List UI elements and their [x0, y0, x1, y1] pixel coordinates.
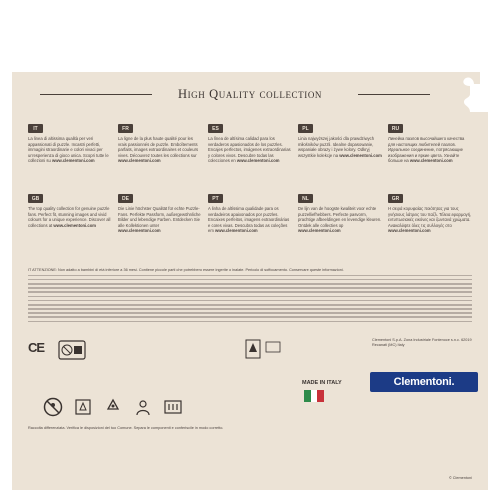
legal-text-line [28, 287, 472, 289]
language-block-de [118, 194, 202, 258]
language-description [118, 136, 202, 164]
legal-text-line [28, 279, 472, 281]
language-description [28, 136, 112, 164]
eac-mark-icon [162, 396, 184, 418]
manufacturer-address: Clementoni S.p.A. Zona Industriale Fontenoce s.n.c. 62019 Recanati (MC) Italy [372, 338, 472, 347]
recycle-paper-icon [72, 396, 94, 418]
website-link[interactable]: www.clementoni.com [118, 158, 161, 164]
description-text: De lijn van de hoogste kwaliteit voor echte puzzelliefhebbers. Perfecte pasvorm, prachtige afbeeldingen en levendige kleuren. Ontdek alle collecties op [298, 206, 382, 228]
ce-mark: CE [28, 340, 45, 355]
language-description [208, 136, 292, 164]
recycling-instructions: Raccolta differenziata. Verifica le disposizioni del tuo Comune. Separa le componenti e conferiscile in modo corretto. [28, 426, 224, 430]
language-block-pt [208, 194, 292, 258]
description-text: La línea de altísima calidad para los verdaderos apasionados de los puzzles. Encajes perfectos, imágenes extraordinarias y colores vivos. Descubre todas las colecciones en [208, 136, 291, 164]
website-link[interactable]: www.clementoni.com [214, 228, 258, 234]
description-text: Die Linie höchster Qualität für echte Puzzle-Fans. Perfekte Passform, außergewöhnliche Bilder und lebendige Farben. Entdecken Sie alle Kollektionen unter [118, 206, 201, 228]
description-text: La ligne de la plus haute qualité pour les vrais passionnés de puzzle. Emboîtements parfaits, images extraordinaires et couleurs vives. Découvrez toutes les collections sur [118, 136, 199, 158]
title-bar [12, 72, 488, 116]
language-block-fr [118, 124, 202, 186]
legal-text-line [28, 308, 472, 310]
title-rule-left [40, 94, 152, 95]
legal-text-line [28, 275, 472, 277]
description-text: The top quality collection for genuine puzzle fans. Perfect fit, stunning images and vivid colours for a unique experience. Discover all collections at [28, 206, 111, 228]
made-in-italy-label: MADE IN ITALY [302, 380, 342, 386]
language-block-pl [298, 124, 382, 186]
language-row-1 [28, 124, 472, 186]
language-code-badge: DE [118, 194, 133, 203]
certification-icons [42, 394, 184, 420]
language-code-badge: RU [388, 124, 403, 133]
language-block-gr [388, 194, 472, 258]
language-description [298, 136, 382, 158]
no-small-children-icon [42, 396, 64, 418]
website-link[interactable]: www.clementoni.com [51, 158, 95, 164]
language-block-nl [298, 194, 382, 258]
legal-text-line [28, 321, 472, 323]
language-block-gb [28, 194, 112, 258]
website-link[interactable]: www.clementoni.com [298, 228, 341, 234]
collection-title: High Quality collection [177, 86, 323, 101]
italy-flag-icon [304, 390, 324, 402]
flag-white-stripe [311, 390, 318, 402]
logo-text: Clementoni. [393, 376, 455, 388]
language-code-badge: FR [118, 124, 133, 133]
triman-icon [132, 396, 154, 418]
language-code-badge: GB [28, 194, 43, 203]
language-block-ru [388, 124, 472, 186]
copyright-text: © Clementoni [448, 476, 472, 480]
language-description [388, 206, 472, 234]
puzzle-box-back [12, 72, 488, 490]
clementoni-logo [370, 372, 478, 392]
legal-text-line [28, 304, 472, 306]
language-description [388, 136, 472, 164]
title-rule-right [358, 94, 430, 95]
description-text: La linea di altissima qualità per veri appassionati di puzzle. Incastri perfetti, immagini straordinarie e colori vivaci per un'esperienza di gioco unica. Scopri tutte le collezioni su [28, 136, 109, 164]
legal-text-line [28, 296, 472, 298]
website-link[interactable]: www.clementoni.com [388, 228, 431, 234]
mobius-recycle-icon [102, 396, 124, 418]
language-code-badge: NL [298, 194, 313, 203]
website-link[interactable]: www.clementoni.com [53, 222, 97, 228]
language-code-badge: PL [298, 124, 313, 133]
description-text: Linia najwyższej jakości dla prawdziwych miłośników puzzli. Idealne dopasowanie, wspaniałe obrazy i żywe kolory. Odkryj wszystkie kolekcje na [298, 136, 375, 158]
fsc-icon [244, 338, 284, 366]
legal-warning-text: IT ATTENZIONE: Non adatto a bambini di età inferiore a 36 mesi. Contiene piccole parti che potrebbero essere ingerite o inalate. Pericolo di soffocamento. Conservare queste informazioni. [28, 268, 344, 272]
language-code-badge: ES [208, 124, 223, 133]
legal-warnings [28, 268, 472, 325]
legal-text-line [28, 316, 472, 318]
description-text: A linha de altíssima qualidade para os verdadeiros apaixonados por puzzles. Encaixes perfeitos, imagens extraordinárias e cores vivas. Descubra todas as coleções em [208, 206, 290, 234]
language-description [118, 206, 202, 234]
description-text: Линейка пазлов высочайшего качества для настоящих любителей пазлов. Идеальное соединение, потрясающие изображения и яркие цвета. Узнайте больше на [388, 136, 465, 164]
language-block-it [28, 124, 112, 186]
website-link[interactable]: www.clementoni.com [339, 152, 382, 158]
age-warning-icon-group [58, 340, 118, 365]
puzzle-piece-icon [448, 72, 488, 112]
language-block-es [208, 124, 292, 186]
legal-text-line [28, 283, 472, 285]
website-link[interactable]: www.clementoni.com [409, 158, 453, 164]
language-code-badge: PT [208, 194, 223, 203]
language-description [298, 206, 382, 234]
flag-green-stripe [304, 390, 311, 402]
legal-text-line [28, 300, 472, 302]
language-code-badge: IT [28, 124, 43, 133]
language-description [28, 206, 112, 228]
language-description [208, 206, 292, 234]
website-link[interactable]: www.clementoni.com [118, 228, 161, 234]
description-text: Η σειρά κορυφαίας ποιότητας για τους γνήσιους λάτρεις του παζλ. Τέλεια εφαρμογή, εντυπωσιακές εικόνες και ζωντανά χρώματα. Ανακαλύψτε όλες τις συλλογές στο [388, 206, 472, 228]
legal-text-line [28, 291, 472, 293]
website-link[interactable]: www.clementoni.com [236, 158, 280, 164]
language-row-2 [28, 194, 472, 258]
legal-text-line [28, 312, 472, 314]
language-code-badge: GR [388, 194, 403, 203]
flag-red-stripe [317, 390, 324, 402]
age-warning-icon [58, 340, 86, 360]
